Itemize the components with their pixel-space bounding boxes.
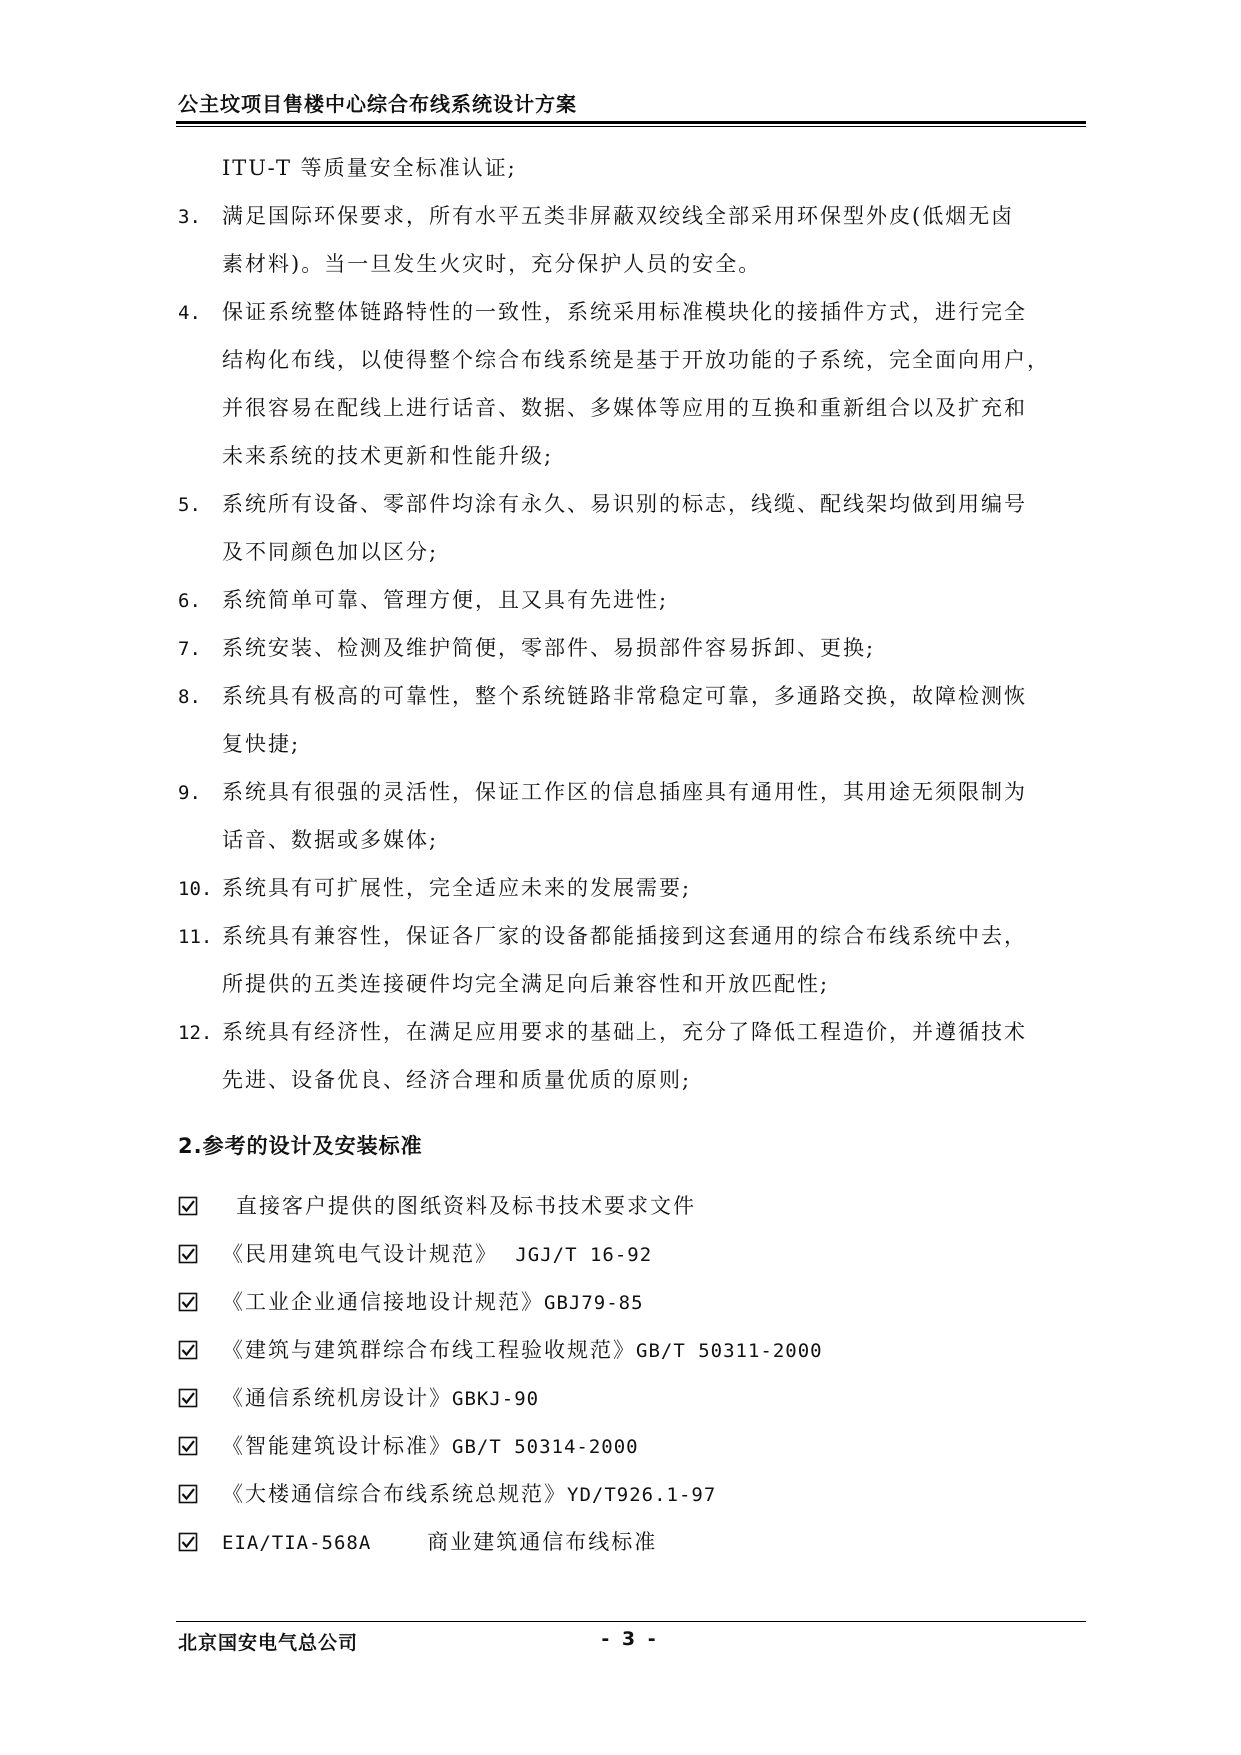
page-number: - 3 - bbox=[601, 1628, 659, 1650]
list-item-line bbox=[178, 816, 1088, 864]
list-item-text: 系统具有可扩展性，完全适应未来的发展需要; bbox=[222, 876, 692, 900]
list-item-text: 结构化布线，以使得整个综合布线系统是基于开放功能的子系统，完全面向用户， bbox=[222, 348, 1050, 372]
header-title: 公主坟项目售楼中心综合布线系统设计方案 bbox=[178, 92, 577, 116]
list-item-line bbox=[178, 720, 1088, 768]
list-item-text: 先进、设备优良、经济合理和质量优质的原则; bbox=[222, 1068, 692, 1092]
list-item-text: 保证系统整体链路特性的一致性，系统采用标准模块化的接插件方式，进行完全 bbox=[222, 300, 1027, 324]
list-item-line bbox=[178, 672, 1088, 720]
standard-item bbox=[178, 1518, 1078, 1566]
list-item-line bbox=[178, 336, 1088, 384]
list-item-line bbox=[178, 864, 1088, 912]
checked-box-icon bbox=[178, 1388, 198, 1408]
list-item-line bbox=[178, 960, 1088, 1008]
list-item-line bbox=[178, 576, 1088, 624]
header-rule bbox=[176, 121, 1086, 124]
list-item-line bbox=[178, 480, 1088, 528]
section-title: 2.参考的设计及安装标准 bbox=[178, 1134, 423, 1158]
standard-code: GBJ79-85 bbox=[544, 1292, 644, 1314]
list-item-text: 话音、数据或多媒体; bbox=[222, 828, 439, 852]
standard-title: 《建筑与建筑群综合布线工程验收规范》 bbox=[222, 1338, 636, 1362]
standard-item bbox=[178, 1326, 1078, 1374]
list-item-line bbox=[178, 432, 1088, 480]
list-item-number: 12. bbox=[178, 1022, 213, 1044]
standard-code: YD/T926.1-97 bbox=[567, 1484, 717, 1506]
list-item-line bbox=[178, 240, 1088, 288]
list-item-text: 及不同颜色加以区分; bbox=[222, 540, 439, 564]
list-item-line bbox=[178, 192, 1088, 240]
requirements-list bbox=[178, 144, 1088, 1104]
list-item-line bbox=[178, 144, 1088, 192]
standard-code: EIA/TIA-568A bbox=[222, 1532, 372, 1554]
standard-item bbox=[178, 1278, 1078, 1326]
checked-box-icon bbox=[178, 1292, 198, 1312]
list-item-number: 6. bbox=[178, 590, 201, 612]
standards-list bbox=[178, 1182, 1078, 1566]
list-item-number: 7. bbox=[178, 638, 201, 660]
standard-code: GB/T 50311-2000 bbox=[636, 1340, 823, 1362]
list-item-text: 素材料)。当一旦发生火灾时，充分保护人员的安全。 bbox=[222, 252, 762, 276]
list-item-text: 所提供的五类连接硬件均完全满足向后兼容性和开放匹配性; bbox=[222, 972, 830, 996]
standard-title: 《智能建筑设计标准》 bbox=[222, 1434, 452, 1458]
list-item-line bbox=[178, 624, 1088, 672]
list-item-text: 系统具有兼容性，保证各厂家的设备都能插接到这套通用的综合布线系统中去， bbox=[222, 924, 1027, 948]
list-item-line bbox=[178, 1056, 1088, 1104]
standard-title: 商业建筑通信布线标准 bbox=[427, 1530, 658, 1554]
list-item-line bbox=[178, 384, 1088, 432]
list-item-text: 并很容易在配线上进行话音、数据、多媒体等应用的互换和重新组合以及扩充和 bbox=[222, 396, 1027, 420]
list-item-line bbox=[178, 768, 1088, 816]
checked-box-icon bbox=[178, 1340, 198, 1360]
list-item-line bbox=[178, 1008, 1088, 1056]
standard-code: GB/T 50314-2000 bbox=[452, 1436, 639, 1458]
footer-rule bbox=[176, 1621, 1086, 1622]
list-item-text: 系统具有极高的可靠性，整个系统链路非常稳定可靠，多通路交换，故障检测恢 bbox=[222, 684, 1027, 708]
list-item-text: 复快捷; bbox=[222, 732, 301, 756]
list-item-text: 系统简单可靠、管理方便，且又具有先进性; bbox=[222, 588, 669, 612]
checked-box-icon bbox=[178, 1196, 198, 1216]
standard-item bbox=[178, 1374, 1078, 1422]
checked-box-icon bbox=[178, 1436, 198, 1456]
list-item-text: 系统具有经济性，在满足应用要求的基础上，充分了降低工程造价，并遵循技术 bbox=[222, 1020, 1027, 1044]
standard-title: 直接客户提供的图纸资料及标书技术要求文件 bbox=[236, 1194, 696, 1218]
list-item-line bbox=[178, 288, 1088, 336]
list-item-number: 10. bbox=[178, 878, 213, 900]
standard-item bbox=[178, 1422, 1078, 1470]
standard-item bbox=[178, 1470, 1078, 1518]
list-item-text: 未来系统的技术更新和性能升级; bbox=[222, 444, 554, 468]
checked-box-icon bbox=[178, 1484, 198, 1504]
standard-title: 《民用建筑电气设计规范》 bbox=[222, 1242, 498, 1266]
list-item-text: ITU-T 等质量安全标准认证; bbox=[222, 156, 517, 180]
standard-item bbox=[178, 1182, 1078, 1230]
standard-title: 《通信系统机房设计》 bbox=[222, 1386, 452, 1410]
list-item-line bbox=[178, 912, 1088, 960]
checked-box-icon bbox=[178, 1244, 198, 1264]
list-item-line bbox=[178, 528, 1088, 576]
standard-title: 《大楼通信综合布线系统总规范》 bbox=[222, 1482, 567, 1506]
standard-item bbox=[178, 1230, 1078, 1278]
standard-code: JGJ/T 16-92 bbox=[515, 1244, 653, 1266]
standard-title: 《工业企业通信接地设计规范》 bbox=[222, 1290, 544, 1314]
checked-box-icon bbox=[178, 1532, 198, 1552]
list-item-text: 满足国际环保要求，所有水平五类非屏蔽双绞线全部采用环保型外皮(低烟无卤 bbox=[222, 204, 1015, 228]
header-rule-thin bbox=[176, 126, 1086, 127]
list-item-text: 系统所有设备、零部件均涂有永久、易识别的标志，线缆、配线架均做到用编号 bbox=[222, 492, 1027, 516]
list-item-number: 3. bbox=[178, 206, 201, 228]
list-item-number: 9. bbox=[178, 782, 201, 804]
list-item-number: 5. bbox=[178, 494, 201, 516]
list-item-text: 系统安装、检测及维护简便，零部件、易损部件容易拆卸、更换; bbox=[222, 636, 876, 660]
list-item-number: 8. bbox=[178, 686, 201, 708]
list-item-text: 系统具有很强的灵活性，保证工作区的信息插座具有通用性，其用途无须限制为 bbox=[222, 780, 1027, 804]
footer-company: 北京国安电气总公司 bbox=[178, 1632, 359, 1654]
list-item-number: 4. bbox=[178, 302, 201, 324]
list-item-number: 11. bbox=[178, 926, 213, 948]
standard-code: GBKJ-90 bbox=[452, 1388, 540, 1410]
